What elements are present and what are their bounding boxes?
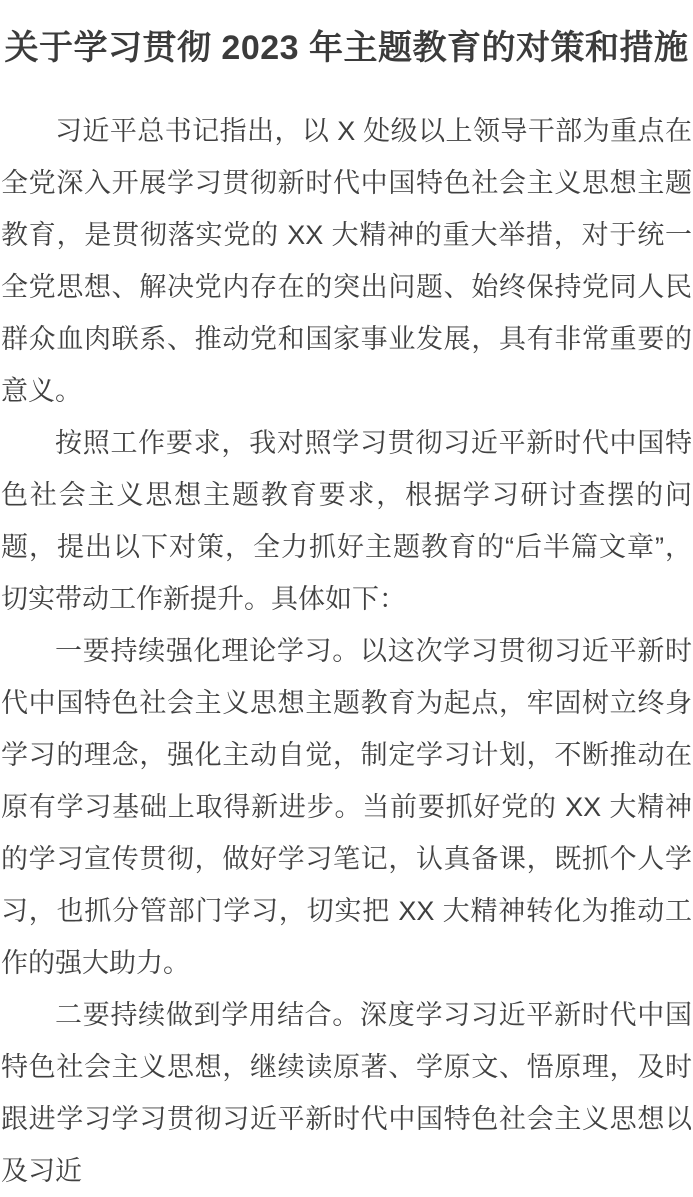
document-title: 关于学习贯彻 2023 年主题教育的对策和措施 <box>4 29 689 67</box>
document-page <box>0 22 693 1197</box>
paragraph-measure-one: 一要持续强化理论学习。以这次学习贯彻习近平新时代中国特色社会主义思想主题教育为起点，牢固树立终身学习的理念，强化主动自觉，制定学习计划，不断推动在原有学习基础上取得新进步。当前要抓好党的 XX 大精神的学习宣传贯彻，做好学习笔记，认真备课，既抓个人学习，也抓分管部门学习，切实把 XX 大精神转化为推动工作的强大助力。 <box>1 636 692 978</box>
paragraph-intro: 习近平总书记指出，以 X 处级以上领导干部为重点在全党深入开展学习贯彻新时代中国特色社会主义思想主题教育，是贯彻落实党的 XX 大精神的重大举措，对于统一全党思想、解决党内存在的突出问题、始终保持党同人民群众血肉联系、推动党和国家事业发展，具有非常重要的意义。 <box>1 116 692 406</box>
paragraph-work-requirements: 按照工作要求，我对照学习贯彻习近平新时代中国特色社会主义思想主题教育要求，根据学习研讨查摆的问题，提出以下对策，全力抓好主题教育的“后半篇文章”，切实带动工作新提升。具体如下： <box>1 428 692 614</box>
paragraph-measure-two: 二要持续做到学用结合。深度学习习近平新时代中国特色社会主义思想，继续读原著、学原文、悟原理，及时跟进学习学习贯彻习近平新时代中国特色社会主义思想以及习近 <box>1 1000 692 1186</box>
